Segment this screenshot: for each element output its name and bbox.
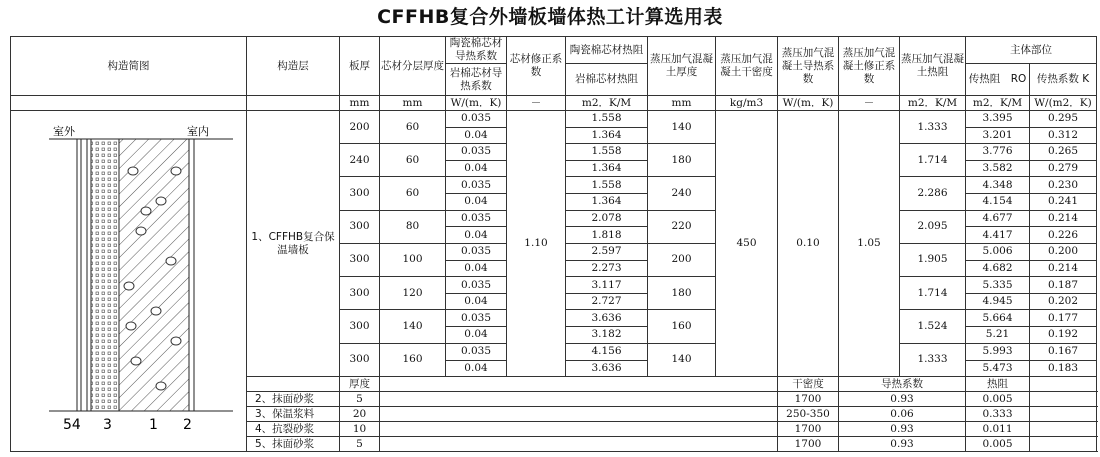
header-aac-thickness: 蒸压加气混凝土厚度 <box>648 37 716 96</box>
layer-cond: 0.93 <box>839 437 966 452</box>
thickness-value: 300 <box>340 310 380 343</box>
core-res-value: 2.597 <box>566 243 648 260</box>
core-cond-value: 0.04 <box>446 360 507 377</box>
core-thickness-value: 60 <box>380 144 446 177</box>
unit-r0: m2．K/M <box>966 96 1030 111</box>
header-ceramic-cond: 陶瓷棉芯材导热系数 <box>446 37 507 64</box>
header-rock-res: 岩棉芯材热阻 <box>566 64 648 96</box>
wall-section-diagram <box>11 111 247 451</box>
core-res-value: 1.558 <box>566 111 648 128</box>
header-main-part: 主体部位 <box>966 37 1097 64</box>
lower-blank <box>247 377 340 392</box>
inside-label: 室内 <box>187 125 209 138</box>
r0-value: 4.677 <box>966 210 1030 227</box>
r0-value: 4.682 <box>966 260 1030 277</box>
lower-blank <box>380 377 778 392</box>
layer-blank <box>380 407 778 422</box>
k-value: 0.214 <box>1030 210 1097 227</box>
aac-res-value: 1.524 <box>900 310 966 343</box>
unit-thickness: mm <box>340 96 380 111</box>
layer-cond: 0.06 <box>839 407 966 422</box>
core-res-value: 2.727 <box>566 293 648 310</box>
layer-name: 2、抹面砂浆 <box>247 392 340 407</box>
thickness-value: 200 <box>340 111 380 144</box>
header-k: 传热系数 K <box>1030 64 1097 96</box>
core-cond-value: 0.035 <box>446 277 507 294</box>
k-value: 0.202 <box>1030 293 1097 310</box>
unit-core_correction: － <box>507 96 566 111</box>
core-correction-value: 1.10 <box>507 111 566 377</box>
layer-res: 0.333 <box>966 407 1030 422</box>
unit-k: W/(m2．K) <box>1030 96 1097 111</box>
core-res-value: 3.636 <box>566 310 648 327</box>
layer-number-label: 1 <box>149 417 158 433</box>
unit-core_thickness: mm <box>380 96 446 111</box>
layer-density: 1700 <box>778 422 839 437</box>
k-value: 0.312 <box>1030 127 1097 144</box>
core-thickness-value: 60 <box>380 177 446 210</box>
core-cond-value: 0.04 <box>446 160 507 177</box>
layer-number-label: 2 <box>183 417 192 433</box>
core-res-value: 3.182 <box>566 327 648 344</box>
aac-res-value: 1.333 <box>900 343 966 376</box>
k-value: 0.183 <box>1030 360 1097 377</box>
units-blank <box>247 96 340 111</box>
header-diagram: 构造简图 <box>11 37 247 96</box>
lower-header-res: 热阻 <box>966 377 1030 392</box>
aac-res-value: 2.095 <box>900 210 966 243</box>
core-res-value: 1.818 <box>566 227 648 244</box>
core-cond-value: 0.04 <box>446 260 507 277</box>
header-aac-cond: 蒸压加气混凝土导热系数 <box>778 37 839 96</box>
core-cond-value: 0.035 <box>446 310 507 327</box>
aac-thickness-value: 180 <box>648 277 716 310</box>
core-thickness-value: 60 <box>380 111 446 144</box>
layer-blank <box>380 392 778 407</box>
layer-name: 4、抗裂砂浆 <box>247 422 340 437</box>
layer-density: 250-350 <box>778 407 839 422</box>
layer-res: 0.011 <box>966 422 1030 437</box>
k-value: 0.279 <box>1030 160 1097 177</box>
k-value: 0.265 <box>1030 144 1097 161</box>
header-r0: 传热阻 RO <box>966 64 1030 96</box>
header-layer: 构造层 <box>247 37 340 96</box>
core-cond-value: 0.04 <box>446 293 507 310</box>
layer-thickness: 5 <box>340 392 380 407</box>
layer-number-label: 54 <box>63 417 81 433</box>
core-res-value: 1.558 <box>566 177 648 194</box>
aac-thickness-value: 240 <box>648 177 716 210</box>
aac-thickness-value: 140 <box>648 343 716 376</box>
layer-name: 3、保温浆料 <box>247 407 340 422</box>
layer-cond: 0.93 <box>839 422 966 437</box>
aac-thickness-value: 160 <box>648 310 716 343</box>
aac-density-value: 450 <box>716 111 778 377</box>
aac-res-value: 2.286 <box>900 177 966 210</box>
unit-aac_correction: － <box>839 96 900 111</box>
r0-value: 4.154 <box>966 194 1030 211</box>
k-value: 0.177 <box>1030 310 1097 327</box>
core-thickness-value: 120 <box>380 277 446 310</box>
core-res-value: 2.078 <box>566 210 648 227</box>
r0-value: 5.335 <box>966 277 1030 294</box>
layer-blank <box>1030 437 1097 452</box>
header-aac-density: 蒸压加气混凝土干密度 <box>716 37 778 96</box>
table-row <box>11 37 1097 64</box>
aac-res-value: 1.714 <box>900 277 966 310</box>
k-value: 0.226 <box>1030 227 1097 244</box>
k-value: 0.200 <box>1030 243 1097 260</box>
r0-value: 4.417 <box>966 227 1030 244</box>
aac-thickness-value: 140 <box>648 111 716 144</box>
r0-value: 5.006 <box>966 243 1030 260</box>
r0-value: 5.473 <box>966 360 1030 377</box>
k-value: 0.241 <box>1030 194 1097 211</box>
core-res-value: 4.156 <box>566 343 648 360</box>
aac-thickness-value: 220 <box>648 210 716 243</box>
layer-blank <box>1030 392 1097 407</box>
core-cond-value: 0.035 <box>446 210 507 227</box>
layer-res: 0.005 <box>966 437 1030 452</box>
thickness-value: 300 <box>340 243 380 276</box>
unit-core_cond: W/(m．K) <box>446 96 507 111</box>
r0-value: 4.348 <box>966 177 1030 194</box>
structure-diagram <box>11 111 247 452</box>
r0-value: 3.395 <box>966 111 1030 128</box>
header-aac-res: 蒸压加气混凝土热阻 <box>900 37 966 96</box>
unit-aac_density: kg/m3 <box>716 96 778 111</box>
layer-number-label: 3 <box>103 417 112 433</box>
lower-header-thickness: 厚度 <box>340 377 380 392</box>
r0-value: 3.582 <box>966 160 1030 177</box>
r0-value: 3.776 <box>966 144 1030 161</box>
lower-blank <box>1030 377 1097 392</box>
header-thickness: 板厚 <box>340 37 380 96</box>
core-cond-value: 0.035 <box>446 343 507 360</box>
core-res-value: 3.636 <box>566 360 648 377</box>
r0-value: 4.945 <box>966 293 1030 310</box>
thickness-value: 300 <box>340 177 380 210</box>
layer-thickness: 20 <box>340 407 380 422</box>
k-value: 0.192 <box>1030 327 1097 344</box>
core-cond-value: 0.035 <box>446 111 507 128</box>
layer-thickness: 10 <box>340 422 380 437</box>
page-title: CFFHB复合外墙板墙体热工计算选用表 <box>377 6 723 28</box>
thickness-value: 300 <box>340 210 380 243</box>
k-value: 0.187 <box>1030 277 1097 294</box>
layer-density: 1700 <box>778 437 839 452</box>
layer-res: 0.005 <box>966 392 1030 407</box>
aac-res-value: 1.714 <box>900 144 966 177</box>
core-res-value: 1.364 <box>566 160 648 177</box>
core-thickness-value: 80 <box>380 210 446 243</box>
layer-cond: 0.93 <box>839 392 966 407</box>
core-thickness-value: 100 <box>380 243 446 276</box>
header-rock-cond: 岩棉芯材导热系数 <box>446 64 507 96</box>
aac-cond-value: 0.10 <box>778 111 839 377</box>
k-value: 0.230 <box>1030 177 1097 194</box>
core-thickness-value: 140 <box>380 310 446 343</box>
aac-thickness-value: 180 <box>648 144 716 177</box>
r0-value: 3.201 <box>966 127 1030 144</box>
layer-blank <box>1030 407 1097 422</box>
aac-correction-value: 1.05 <box>839 111 900 377</box>
aac-res-value: 1.333 <box>900 111 966 144</box>
thickness-value: 300 <box>340 343 380 376</box>
layer-density: 1700 <box>778 392 839 407</box>
core-cond-value: 0.04 <box>446 194 507 211</box>
core-cond-value: 0.035 <box>446 177 507 194</box>
core-res-value: 2.273 <box>566 260 648 277</box>
units-blank <box>11 96 247 111</box>
unit-core_res: m2．K/M <box>566 96 648 111</box>
thermal-table <box>10 36 1097 452</box>
table-row <box>11 111 1097 128</box>
layer-name: 5、抹面砂浆 <box>247 437 340 452</box>
thickness-value: 240 <box>340 144 380 177</box>
k-value: 0.295 <box>1030 111 1097 128</box>
layer-thickness: 5 <box>340 437 380 452</box>
thickness-value: 300 <box>340 277 380 310</box>
unit-aac_res: m2．K/M <box>900 96 966 111</box>
layer-blank <box>380 422 778 437</box>
k-value: 0.214 <box>1030 260 1097 277</box>
r0-value: 5.664 <box>966 310 1030 327</box>
layer-blank <box>1030 422 1097 437</box>
header-core-thickness: 芯材分层厚度 <box>380 37 446 96</box>
core-res-value: 1.364 <box>566 194 648 211</box>
lower-header-cond: 导热系数 <box>839 377 966 392</box>
unit-aac_cond: W/(m．K) <box>778 96 839 111</box>
r0-value: 5.993 <box>966 343 1030 360</box>
core-cond-value: 0.04 <box>446 127 507 144</box>
table-row <box>11 96 1097 111</box>
core-cond-value: 0.04 <box>446 227 507 244</box>
header-ceramic-res: 陶瓷棉芯材热阻 <box>566 37 648 64</box>
layer-1-name: 1、CFFHB复合保温墙板 <box>247 111 340 377</box>
header-core-correction: 芯材修正系数 <box>507 37 566 96</box>
aac-thickness-value: 200 <box>648 243 716 276</box>
lower-header-density: 干密度 <box>778 377 839 392</box>
k-value: 0.167 <box>1030 343 1097 360</box>
core-cond-value: 0.035 <box>446 144 507 161</box>
core-res-value: 1.558 <box>566 144 648 161</box>
header-aac-correction: 蒸压加气混凝土修正系数 <box>839 37 900 96</box>
layer-blank <box>380 437 778 452</box>
core-res-value: 1.364 <box>566 127 648 144</box>
unit-aac_thickness: mm <box>648 96 716 111</box>
core-res-value: 3.117 <box>566 277 648 294</box>
core-cond-value: 0.04 <box>446 327 507 344</box>
aac-res-value: 1.905 <box>900 243 966 276</box>
core-thickness-value: 160 <box>380 343 446 376</box>
core-cond-value: 0.035 <box>446 243 507 260</box>
r0-value: 5.21 <box>966 327 1030 344</box>
outside-label: 室外 <box>53 125 75 138</box>
